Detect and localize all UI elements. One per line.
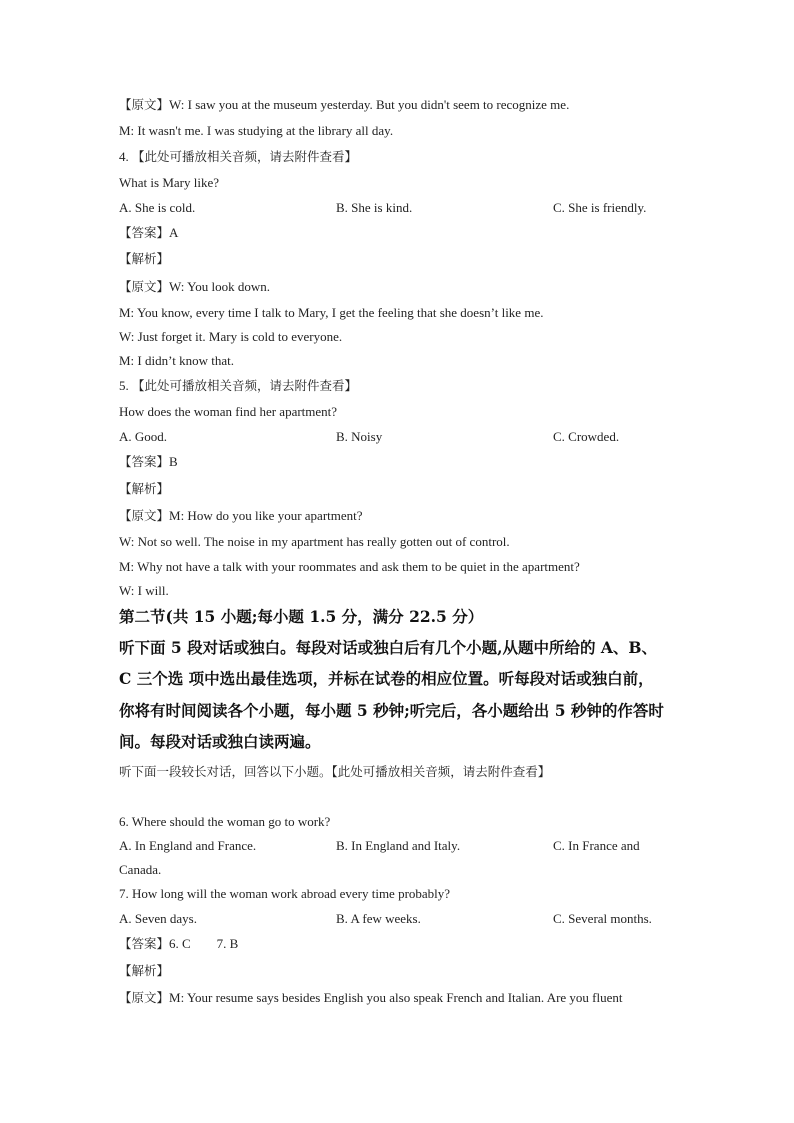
- option-5b: B. Noisy: [336, 429, 383, 444]
- question-4-text: What is Mary like?: [119, 175, 219, 190]
- answer-tag: 【答案】: [119, 936, 170, 951]
- question-5-text: How does the woman find her apartment?: [119, 404, 338, 419]
- option-6c-wrap: Canada.: [119, 862, 162, 877]
- transcript-5-line2: W: Not so well. The noise in my apartment has really gotten out of control.: [119, 534, 510, 549]
- answer-value: B: [169, 454, 178, 469]
- line-transcript-w-museum: [119, 96, 569, 114]
- transcript-tag: 【原文】: [119, 279, 170, 294]
- transcript-tag: 【原文】: [119, 990, 170, 1005]
- audio-note-link[interactable]: 【此处可播放相关音频，请去附件查看】: [132, 149, 358, 164]
- long-dialogue-note[interactable]: 听下面一段较长对话，回答以下小题。【此处可播放相关音频，请去附件查看】: [119, 764, 551, 779]
- transcript-text: M: How do you like your apartment?: [169, 508, 363, 523]
- transcript-text: M: Your resume says besides English you also speak French and Italian. Are you fluent: [169, 990, 623, 1005]
- instructions-line3: 你将有时间阅读各个小题，每小题 5 秒钟;听完后，各小题给出 5 秒钟的作答时: [119, 701, 664, 720]
- answer-tag: 【答案】: [119, 454, 170, 469]
- transcript-tag: 【原文】: [119, 508, 170, 523]
- answer-value: A: [169, 225, 179, 240]
- answer-value: 6. C 7. B: [169, 936, 239, 951]
- option-4a: A. She is cold.: [119, 200, 196, 215]
- option-4b: B. She is kind.: [336, 200, 413, 215]
- transcript-4-line3: W: Just forget it. Mary is cold to everyone.: [119, 329, 343, 344]
- transcript-6-7-line1: [119, 989, 623, 1007]
- option-5a: A. Good.: [119, 429, 168, 444]
- option-5c: C. Crowded.: [553, 429, 620, 444]
- answer-5: [119, 453, 178, 471]
- question-number: 5.: [119, 378, 129, 393]
- transcript-5-line1: [119, 507, 363, 525]
- instructions-line4: 间。每段对话或独白读两遍。: [119, 732, 321, 751]
- question-7-text: 7. How long will the woman work abroad every time probably?: [119, 886, 451, 901]
- transcript-text: W: You look down.: [169, 279, 271, 294]
- option-6a: A. In England and France.: [119, 838, 257, 853]
- transcript-4-line2: M: You know, every time I talk to Mary, I get the feeling that she doesn’t like me.: [119, 305, 544, 320]
- option-7b: B. A few weeks.: [336, 911, 421, 926]
- transcript-4-line4: M: I didn’t know that.: [119, 353, 234, 368]
- option-6c: C. In France and: [553, 838, 640, 853]
- question-4-header: [119, 148, 357, 166]
- transcript-5-line3: M: Why not have a talk with your roommates and ask them to be quiet in the apartment?: [119, 559, 580, 574]
- transcript-text: W: I saw you at the museum yesterday. But you didn't seem to recognize me.: [169, 97, 570, 112]
- answer-tag: 【答案】: [119, 225, 170, 240]
- analysis-5-tag: 【解析】: [119, 481, 170, 496]
- audio-note-link[interactable]: 【此处可播放相关音频，请去附件查看】: [132, 378, 358, 393]
- option-4c: C. She is friendly.: [553, 200, 647, 215]
- question-6-text: 6. Where should the woman go to work?: [119, 814, 331, 829]
- instructions-line2: C 三个选 项中选出最佳选项，并标在试卷的相应位置。听每段对话或独白前，: [119, 669, 654, 688]
- question-5-header: [119, 377, 357, 395]
- answer-4: [119, 224, 178, 242]
- transcript-4-line1: [119, 278, 270, 296]
- option-7c: C. Several months.: [553, 911, 652, 926]
- answer-6-7: [119, 935, 238, 953]
- option-6b: B. In England and Italy.: [336, 838, 461, 853]
- instructions-line1: 听下面 5 段对话或独白。每段对话或独白后有几个小题,从题中所给的 A、B、: [119, 638, 657, 657]
- analysis-6-7-tag: 【解析】: [119, 963, 170, 978]
- transcript-tag: 【原文】: [119, 97, 170, 112]
- option-7a: A. Seven days.: [119, 911, 197, 926]
- analysis-4-tag: 【解析】: [119, 251, 170, 266]
- transcript-5-line4: W: I will.: [119, 583, 169, 598]
- line-transcript-m-library: M: It wasn't me. I was studying at the library all day.: [119, 123, 394, 138]
- section-2-title: 第二节(共 15 小题;每小题 1.5 分，满分 22.5 分）: [119, 607, 484, 626]
- question-number: 4.: [119, 149, 129, 164]
